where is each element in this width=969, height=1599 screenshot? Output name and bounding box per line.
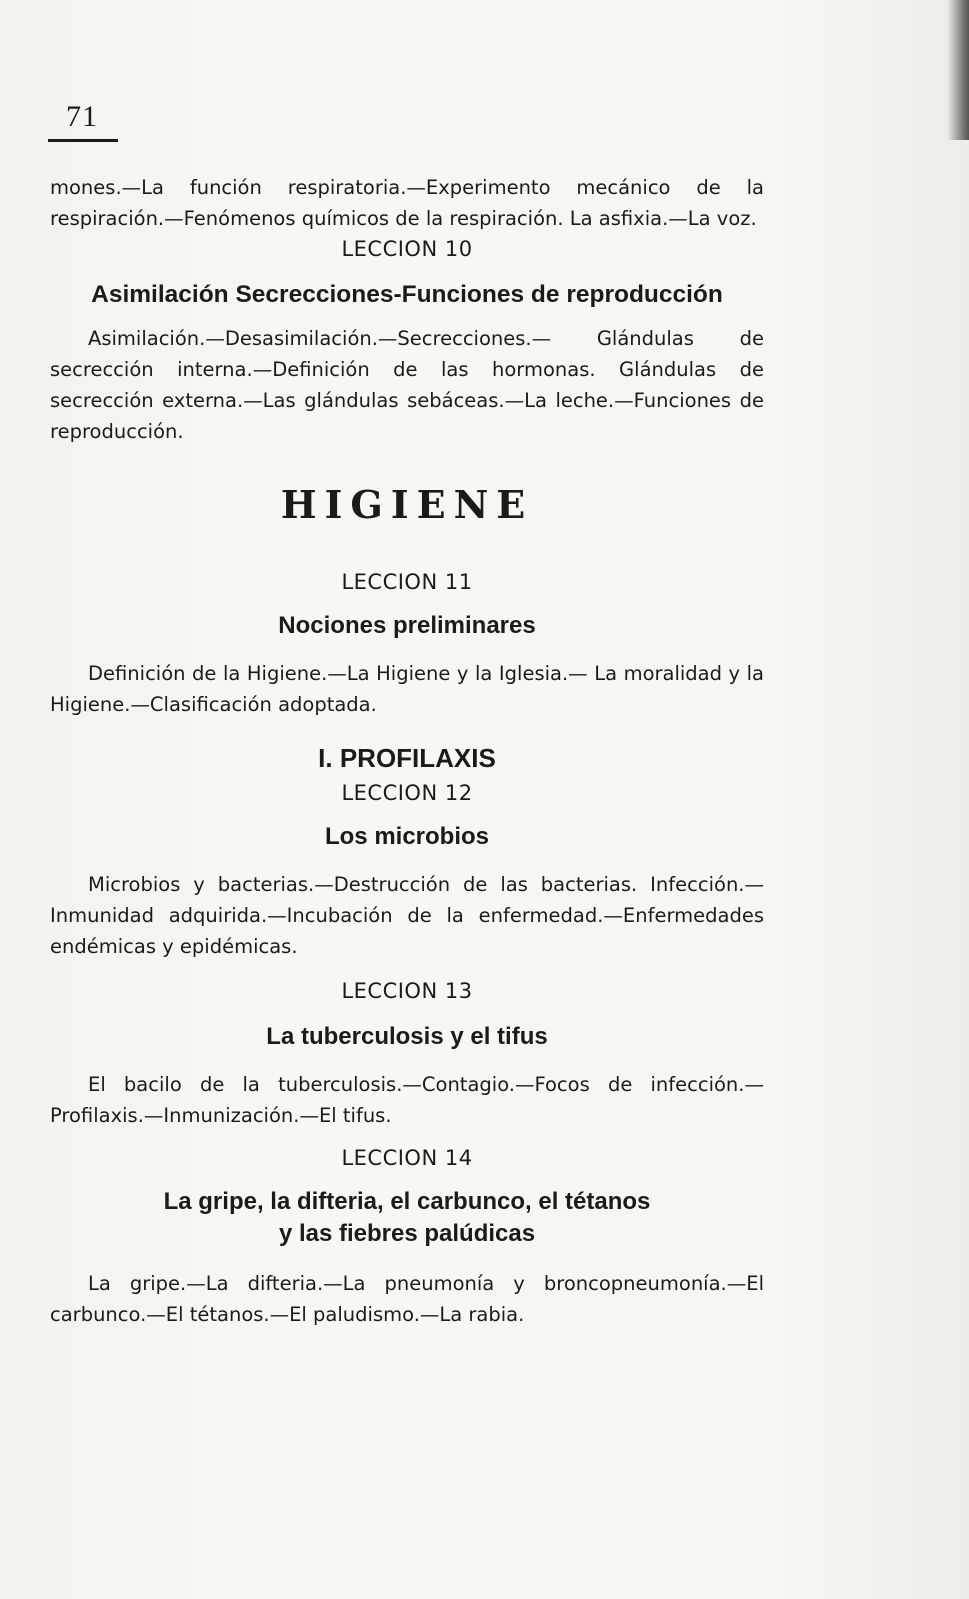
lesson-13-body: El bacilo de la tuberculosis.—Contagio.—Focos de infección.—Profilaxis.—Inmunización.—El tifus.: [50, 1073, 764, 1127]
lesson-10-body: Asimilación.—Desasimilación.—Secrecciones.— Glándulas de secrección interna.—Definición de las hormonas. Glándulas de secrección externa.—Las glándulas sebáceas.—La leche.—Funciones de reproducción.: [50, 327, 764, 443]
paragraph-continued: mones.—La función respiratoria.—Experimento mecánico de la respiración.—Fenómenos químicos de la respiración. La asfixia.—La voz.: [50, 176, 764, 230]
lesson-12-body: Microbios y bacterias.—Destrucción de las bacterias. Infección.—Inmunidad adquirida.—Incubación de la enfermedad.—Enfermedades endémicas y epidémicas.: [50, 873, 764, 958]
lesson-14-body: La gripe.—La difteria.—La pneumonía y broncopneumonía.—El carbunco.—El tétanos.—El paludismo.—La rabia.: [50, 1272, 764, 1326]
lesson-11-title: Nociones preliminares: [278, 612, 536, 639]
lesson-11-body: Definición de la Higiene.—La Higiene y la Iglesia.— La moralidad y la Higiene.—Clasificación adoptada.: [50, 662, 764, 716]
lesson-13-title: La tuberculosis y el tifus: [266, 1023, 548, 1050]
lesson-11-label: LECCION 11: [341, 570, 473, 594]
lesson-10-title: Asimilación Secrecciones-Funciones de reproducción: [91, 281, 723, 308]
lesson-12-label: LECCION 12: [341, 781, 473, 805]
page-edge-shadow: [947, 0, 969, 140]
section-title: HIGIENE: [280, 482, 534, 527]
lesson-14-title-line-1: La gripe, la difteria, el carbunco, el tétanos: [163, 1188, 651, 1215]
lesson-14-title-line-2: y las fiebres palúdicas: [278, 1220, 536, 1247]
page-content: [50, 172, 764, 1330]
page-number: 71: [66, 100, 98, 133]
lesson-14-label: LECCION 14: [341, 1146, 473, 1170]
lesson-12-title: Los microbios: [324, 823, 490, 850]
subsection-title: I. PROFILAXIS: [318, 743, 496, 773]
page-number-rule: [48, 139, 118, 142]
lesson-13-label: LECCION 13: [341, 979, 473, 1003]
lesson-10-label: LECCION 10: [341, 237, 473, 261]
